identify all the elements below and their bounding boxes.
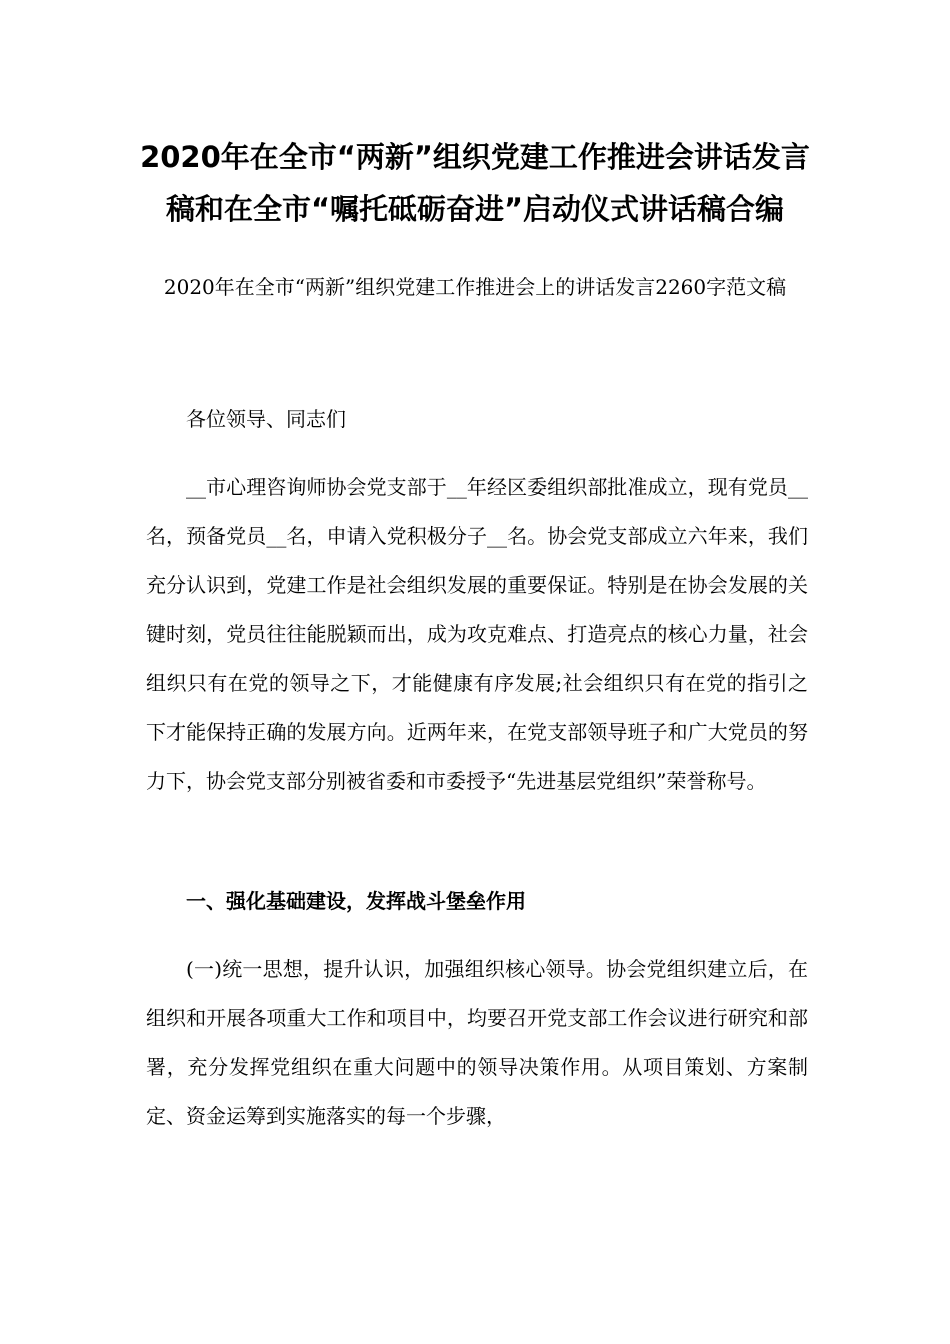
section-heading-1: 一、强化基础建设，发挥战斗堡垒作用 <box>186 889 526 913</box>
document-title: 2020年在全市“两新”组织党建工作推进会讲话发言稿和在全市“嘱托砥砺奋进”启动仪式讲话稿合编 <box>140 140 810 226</box>
salutation: 各位领导、同志们 <box>186 407 346 431</box>
body-paragraph-1: __市心理咨询师协会党支部于__年经区委组织部批准成立，现有党员__名，预备党员__名，申请入党积极分子__名。协会党支部成立六年来，我们充分认识到，党建工作是社会组织发展的重要保证。特别是在协会发展的关键时刻，党员往往能脱颖而出，成为攻克难点、打造亮点的核心力量，社会组织只有在党的领导之下，才能健康有序发展;社会组织只有在党的指引之下才能保持正确的发展方向。近两年来，在党支部领导班子和广大党员的努力下，协会党支部分别被省委和市委授予“先进基层党组织”荣誉称号。 <box>146 475 808 793</box>
speech-subtitle: 2020年在全市“两新”组织党建工作推进会上的讲话发言2260字范文稿 <box>163 275 787 299</box>
body-paragraph-2: (一)统一思想，提升认识，加强组织核心领导。协会党组织建立后，在组织和开展各项重大工作和项目中，均要召开党支部工作会议进行研究和部署，充分发挥党组织在重大问题中的领导决策作用。从项目策划、方案制定、资金运筹到实施落实的每一个步骤， <box>146 957 808 1128</box>
